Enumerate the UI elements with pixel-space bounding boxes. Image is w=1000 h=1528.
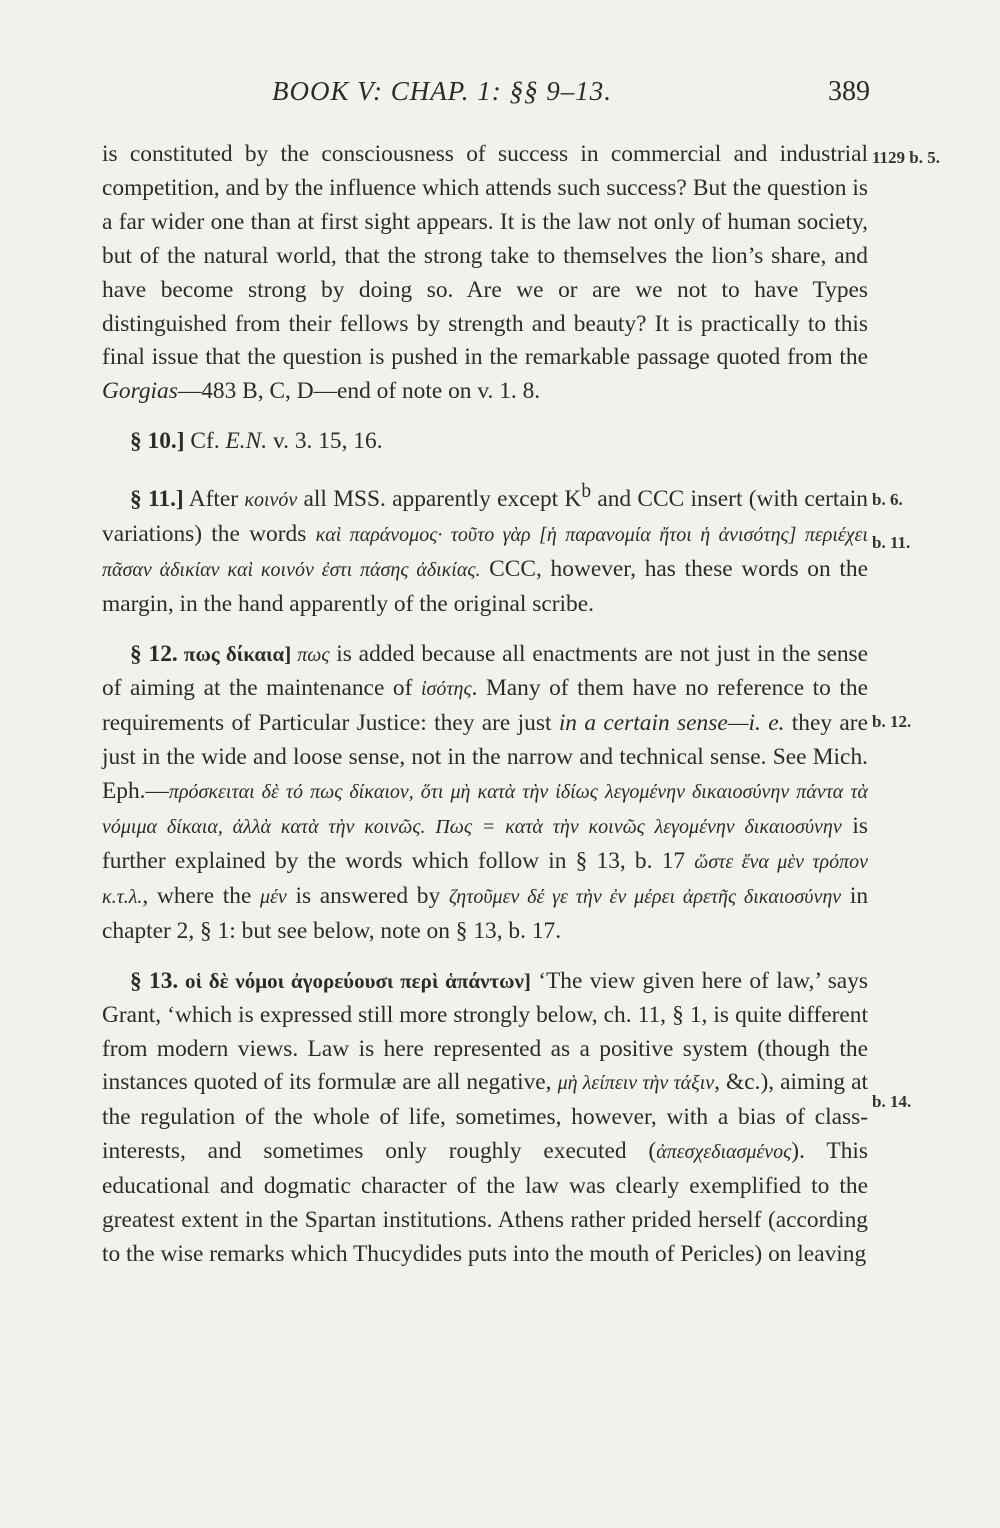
section-number: § 12. — [130, 640, 178, 667]
greek-text: ἀπεσχεδιασμένος — [656, 1141, 792, 1164]
gorgias-title: Gorgias — [102, 378, 178, 405]
margin-ref-1129b5: 1129 b. 5. — [872, 148, 941, 167]
greek-text: ζητοῦμεν δέ γε τὴν ἐν μέρει ἀρετῆς δικαιοσύνην — [448, 885, 842, 908]
greek-text: πρόσκειται δὲ τό πως δίκαιον, ὅτι μὴ κατὰ τὴν ἰδίως λεγομένην δικαιοσύνην πάντα τὰ νόμιμα δίκαια, ἀλλὰ κατὰ τὴν κοινῶς. Πως = κατὰ τὴν κοινῶς λεγομένην δικαιοσύνην — [102, 781, 868, 839]
paragraph-continuation: is constituted by the consciousness of success in commercial and industrial competition, and by the influence which attends such success? But the question is a far wider one than at first sight appears. It is the law not only of human society, but of the natural world, that the strong take to themselves the lion’s share, and have become strong by doing so. Are we or are we not to have Types distinguished from their fellows by strength and beauty? It is practically to this final issue that the question is pushed in the remarkable passage quoted from the Gorgias—483 B, C, D—end of note on v. 1. 8. — [102, 141, 868, 405]
greek-text: μέν — [260, 885, 287, 908]
lemma: οἱ δὲ νόμοι ἀγορεύουσι περὶ ἁπάντων] — [178, 968, 531, 993]
greek-text: ὥστε ἕνα μὲν τρόπον κ.τ.λ. — [102, 851, 868, 908]
margin-ref-b6: b. 6. — [872, 490, 903, 509]
paragraph-section-13: § 13. οἱ δὲ νόμοι ἀγορεύουσι περὶ ἁπάντων] ‘The view given here of law,’ says Grant, ‘which is expressed still more strongly below, ch. 11, § 1, is quite different from modern views. Law is here represented as a positive system (though the instances quoted of its formulæ are all negative, μὴ λείπειν τὴν τάξιν, &c.), aiming at the regulation of the whole of life, sometimes, however, with a bias of class-interests, and sometimes only roughly executed (ἀπεσχεδιασμένος). This educational and dogmatic character of the law was clearly exemplified to the greatest extent in the Spartan institutions. Athens rather prided herself (according to the wise remarks which Thucydides puts into the mouth of Pericles) on leaving — [102, 967, 869, 1267]
margin-ref-b12: b. 12. — [872, 712, 912, 731]
section-number: § 10.] — [130, 428, 185, 455]
running-head: BOOK V: CHAP. 1: §§ 9–13. — [272, 76, 612, 106]
paragraph-section-11: § 11.] After κοινόν all MSS. apparently except $K^b$ and CCC insert (with certain variations) the words καὶ παράνομος· τοῦτο γὰρ [ἡ παρανομία ἤτοι ἡ ἀνισότης] περιέχει πᾶσαν ἀδικίαν καὶ κοινόν ἐστι πάσης ἀδικίας. CCC, however, has these words on the margin, in the hand apparently of the original scribe. — [102, 481, 869, 617]
greek-text: μὴ λείπειν τὴν τάξιν — [557, 1072, 715, 1095]
margin-ref-b14: b. 14. — [872, 1092, 912, 1111]
section-number: § 13. — [130, 967, 179, 994]
paragraph-section-12: § 12. πως δίκαια] πως is added because all enactments are not just in the sense of aiming at the maintenance of ἰσότης. Many of them have no reference to the requirements of Particular Justice: they are just in a certain sense—i. e. they are just in the wide and loose sense, not in the narrow and technical sense. See Mich. Eph.—πρόσκειται δὲ τό πως δίκαιον, ὅτι μὴ κατὰ τὴν ἰδίως λεγομένην δικαιοσύνην πάντα τὰ νόμιμα δίκαια, ἀλλὰ κατὰ τὴν κοινῶς. Πως = κατὰ τὴν κοινῶς λεγομένην δικαιοσύνην is further explained by the words which follow in § 13, b. 17 ὥστε ἕνα μὲν τρόπον κ.τ.λ., where the μέν is answered by ζητοῦμεν δέ γε τὴν ἐν μέρει ἀρετῆς δικαιοσύνην in chapter 2, § 1: but see below, note on § 13, b. 17. — [102, 640, 869, 944]
greek-text: κοινόν — [244, 488, 298, 511]
margin-ref-b11: b. 11. — [872, 533, 911, 552]
section-number: § 11.] — [130, 485, 184, 512]
greek-text: καὶ παράνομος· τοῦτο γὰρ [ἡ παρανομία ἤτοι ἡ ἀνισότης] περιέχει πᾶσαν ἀδικίαν καὶ κοινόν ἐστι πάσης ἀδικίας. — [102, 523, 868, 581]
paragraph-section-10: § 10.] Cf. E.N. v. 3. 15, 16. — [130, 428, 383, 455]
greek-text: ἰσότης — [420, 678, 472, 701]
greek-text: πως — [291, 643, 330, 666]
page-number: 389 — [828, 76, 870, 107]
body-text — [102, 138, 868, 1288]
page-header — [100, 76, 870, 116]
lemma: πως δίκαια] — [177, 641, 292, 666]
